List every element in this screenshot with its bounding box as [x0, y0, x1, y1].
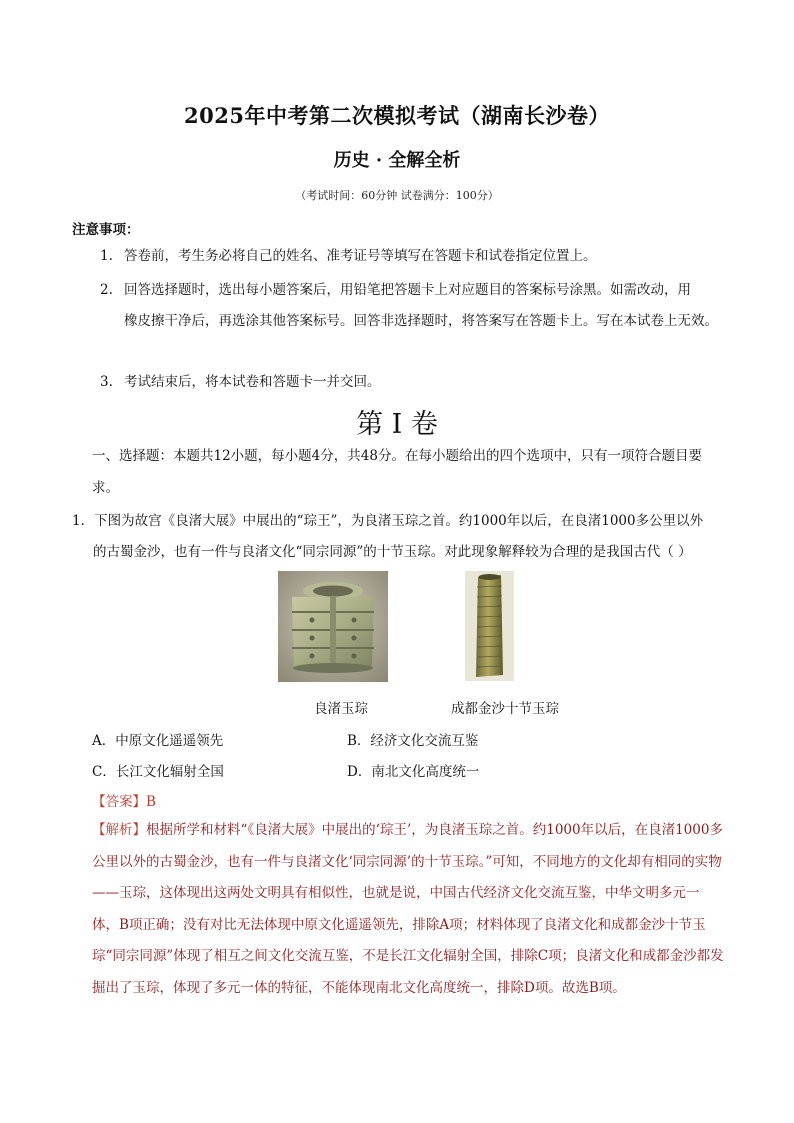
jinsha-ten-section-jade-cong-image	[465, 571, 514, 681]
option-a: A．中原文化遥遥领先	[92, 733, 224, 749]
notice-item-text-continued: 橡皮擦干净后，再选涂其他答案标号。回答非选择题时，将答案写在答题卡上。写在本试卷上无效。	[124, 312, 718, 329]
question-stem-line-2: 的古蜀金沙，也有一件与良渚文化“同宗同源”的十节玉琮。对此现象解释较为合理的是我国古代（ ）	[93, 544, 692, 560]
part-instructions: 一、选择题：本题共12小题，每小题4分，共48分。在每小题给出的四个选项中，只有一项符合题目要求。	[92, 448, 702, 496]
option-c: C．长江文化辐射全国	[92, 764, 224, 780]
notice-item-number: 2.	[100, 282, 113, 298]
section-title: 第 I 卷	[356, 409, 438, 440]
question-number: 1．	[72, 513, 95, 529]
notice-item-number: 3.	[100, 374, 113, 390]
image-caption-liangzhu: 良渚玉琮	[314, 701, 368, 717]
analysis-text: 根据所学和材料“《良渚大展》中展出的‘琮王’，为良渚玉琮之首。约1000年以后，在良渚1000多公里以外的古蜀金沙，也有一件与良渚文化‘同宗同源’的十节玉琮。”可知，不同地方的文化却有相同的实物——玉琮，这体现出这两处文明具有相似性，也就是说，中国古代经济文化交流互鉴，中华文明多元一体，B项正确；没有对比无法体现中原文化遥遥领先，排除A项；材料体现了良渚文化和成都金沙十节玉琮“同宗同源”体现了相互之间文化交流互鉴，不是长江文化辐射全国，排除C项；良渚文化和成都金沙都发掘出了玉琮，体现了多元一体的特征，不能体现南北文化高度统一，排除D项。故选B项。	[92, 822, 724, 996]
notice-item-text: 回答选择题时，选出每小题答案后，用铅笔把答题卡上对应题目的答案标号涂黑。如需改动，用	[124, 282, 691, 298]
notice-item-1	[100, 241, 730, 272]
analysis-paragraph	[92, 815, 724, 1004]
notice-item-3	[100, 367, 730, 398]
option-b: B．经济文化交流互鉴	[347, 733, 479, 749]
option-d: D．南北文化高度统一	[347, 764, 480, 780]
exam-time-info: （考试时间：60分钟 试卷满分：100分）	[295, 189, 499, 202]
question-1-stem	[72, 506, 727, 568]
notice-heading: 注意事项：	[72, 222, 140, 238]
analysis-label: 【解析】	[92, 822, 146, 838]
answer-label: 【答案】	[92, 794, 146, 810]
page-title: 2025年中考第二次模拟考试（湖南长沙卷）	[184, 103, 610, 128]
notice-item-text: 答卷前，考生务必将自己的姓名、准考证号等填写在答题卡和试卷指定位置上。	[124, 248, 597, 264]
notice-item-text: 考试结束后，将本试卷和答题卡一并交回。	[124, 374, 381, 390]
notice-item-number: 1.	[100, 248, 113, 264]
question-stem-line-1: 下图为故宫《良渚大展》中展出的“琮王”，为良渚玉琮之首。约1000年以后，在良渚1000多公里以外	[94, 513, 704, 529]
liangzhu-jade-cong-image	[278, 571, 388, 682]
answer-line	[92, 790, 156, 810]
notice-item-2	[100, 275, 722, 336]
image-caption-jinsha: 成都金沙十节玉琮	[451, 701, 559, 717]
answer-value: B	[146, 794, 156, 810]
page-subtitle: 历史 · 全解全析	[333, 150, 461, 171]
